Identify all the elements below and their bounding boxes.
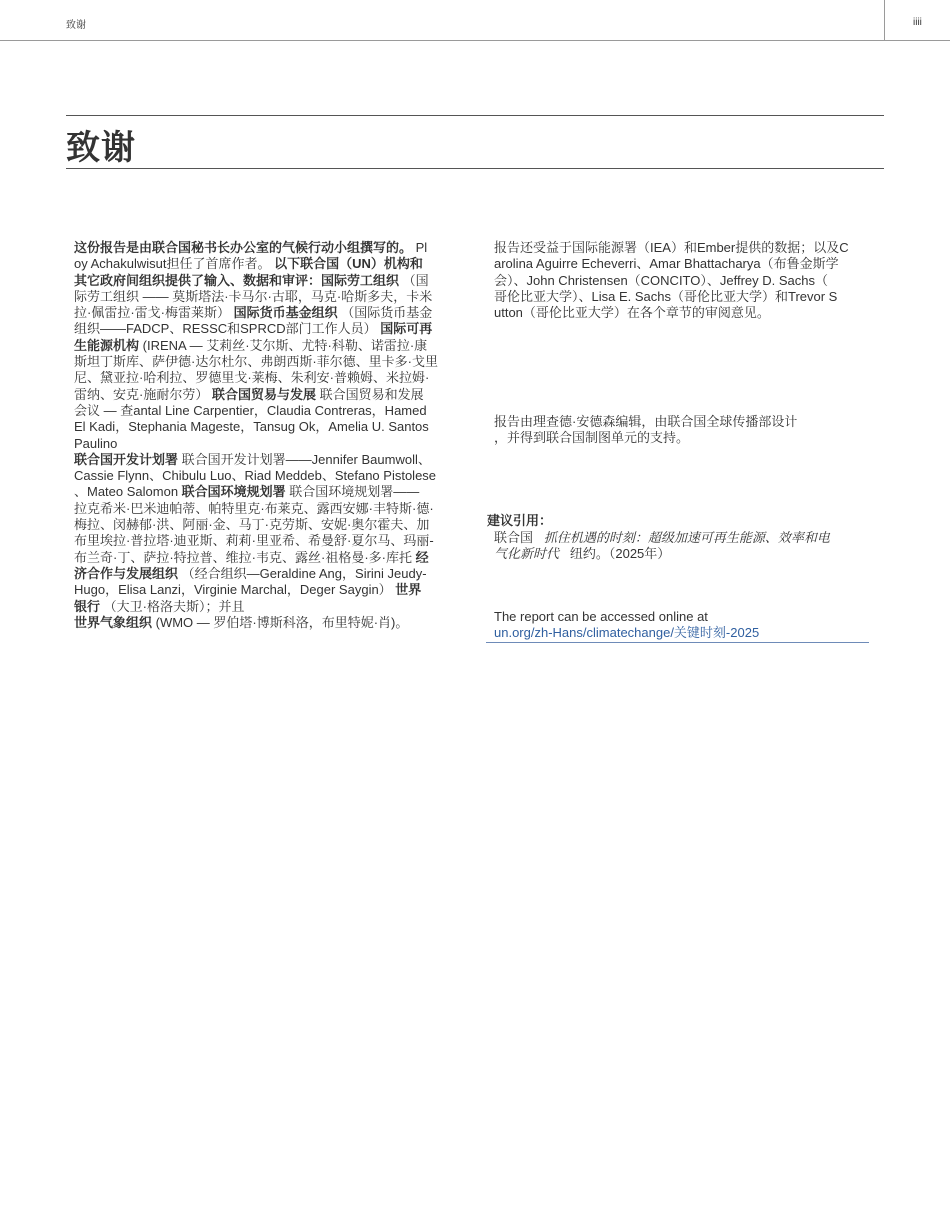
title-bottom-rule xyxy=(66,168,884,169)
text-run: oy Achakulwisut担任了首席作者。 xyxy=(74,256,275,272)
organization-name: 世界 xyxy=(395,582,422,598)
text-run: 拉·佩雷拉·雷戈·梅雷莱斯） xyxy=(74,305,234,321)
citation-heading: 建议引用： xyxy=(487,513,553,528)
text-run: 联合国贸易和发展 xyxy=(315,386,424,402)
text-run: （大卫·格洛夫斯）；并且 xyxy=(100,598,245,614)
text-line xyxy=(74,354,438,370)
citation-text xyxy=(494,530,830,563)
text-line xyxy=(74,599,438,615)
text-run: 联合国开发计划署——Jennifer Baumwoll、 xyxy=(178,451,431,467)
text-line xyxy=(74,289,438,305)
text-run: 会议 — 查antal Line Carpentier，Claudia Contreras，Hamed xyxy=(74,402,427,418)
organization-name: 国际货币基金组织 xyxy=(233,305,338,321)
organization-name: 银行 xyxy=(74,598,101,614)
text-line: ，并得到联合国制图单元的支持。 xyxy=(494,430,690,446)
text-run: 组织——FADCP、RESSC和SPRCD部门工作人员） xyxy=(74,321,381,337)
organization-name: 世界气象组织 xyxy=(74,614,153,630)
running-header-section: 致谢 xyxy=(66,20,86,31)
text-run: Pl xyxy=(412,240,428,255)
citation-title-cont: 气化新时代 xyxy=(494,546,560,562)
text-line xyxy=(74,566,438,582)
text-line xyxy=(74,240,438,256)
text-line xyxy=(74,387,438,403)
organization-name: 济合作与发展组织 xyxy=(74,565,179,581)
text-run: 斯坦丁斯库、萨伊德·达尔杜尔、弗朗西斯·菲尔德、里卡多·戈里 xyxy=(74,354,438,370)
text-run: (WMO — 罗伯塔·博斯科洛，布里特妮·肖)。 xyxy=(152,614,409,630)
online-text: The report can be accessed online at xyxy=(494,609,708,624)
header-divider xyxy=(0,40,950,41)
text-line xyxy=(74,321,438,337)
text-line: 哥伦比亚大学）、Lisa E. Sachs（哥伦比亚大学）和Trevor S xyxy=(494,288,838,304)
text-line xyxy=(74,256,438,272)
report-link[interactable]: un.org/zh-Hans/climatechange/关键时刻-2025 xyxy=(494,625,760,641)
text-line: utton（哥伦比亚大学）在各个章节的审阅意见。 xyxy=(494,305,770,321)
header-vertical-divider xyxy=(884,0,885,41)
text-run: 拉克希米·巴米迪帕蒂、帕特里克·布莱克、露西安娜·丰特斯·德· xyxy=(74,500,434,516)
text-run: （经合组织—Geraldine Ang，Sirini Jeudy- xyxy=(178,565,427,581)
organization-name: 国际可再 xyxy=(380,321,433,337)
text-line xyxy=(74,436,438,452)
text-run: Cassie Flynn、Chibulu Luo、Riad Meddeb、Stefano Pistolese xyxy=(74,468,437,484)
text-line xyxy=(74,517,438,533)
text-run: （国 xyxy=(399,272,429,288)
text-line: arolina Aguirre Echeverri、Amar Bhattacharya（布鲁金斯学 xyxy=(494,256,839,272)
organization-name: 以下联合国（UN）机构和 xyxy=(274,256,423,272)
title-top-rule xyxy=(66,115,884,116)
text-line xyxy=(74,452,438,468)
organization-name: 生能源机构 xyxy=(74,337,140,353)
text-line xyxy=(74,419,438,435)
organization-name: 联合国开发计划署 xyxy=(74,451,179,467)
text-run: 际劳工组织 —— 莫斯塔法·卡马尔·古耶，马克·哈斯多夫，卡米 xyxy=(74,288,433,304)
text-run: 、Mateo Salomon xyxy=(74,484,182,500)
page-title: 致谢 xyxy=(66,129,136,167)
text-line xyxy=(74,305,438,321)
text-line: 报告由理查德·安德森编辑，由联合国全球传播部设计 xyxy=(494,414,798,429)
text-run: 布里埃拉·普拉塔·迪亚斯、莉莉·里亚希、希曼舒·夏尔马、玛丽- xyxy=(74,533,434,549)
organization-name: 联合国环境规划署 xyxy=(181,484,286,500)
text-line xyxy=(74,550,438,566)
text-line: 会）、John Christensen（CONCITO）、Jeffrey D. Sachs（ xyxy=(494,272,829,288)
text-line xyxy=(74,484,438,500)
text-line xyxy=(74,582,438,598)
organization-name: 经 xyxy=(415,549,429,565)
text-run: Hugo，Elisa Lanzi，Virginie Marchal，Deger Saygin） xyxy=(74,582,396,598)
text-line xyxy=(74,468,438,484)
online-access xyxy=(494,609,759,642)
organization-name: 联合国贸易与发展 xyxy=(211,386,316,402)
contributors-paragraph xyxy=(74,240,438,631)
link-underline xyxy=(486,642,869,643)
text-run: （国际货币基金 xyxy=(337,305,433,321)
text-line: 报告还受益于国际能源署（IEA）和Ember提供的数据；以及C xyxy=(494,240,849,255)
text-run: 梅拉、闵赫郁·洪、阿丽·金、马丁·克劳斯、安妮·奥尔霍夫、加 xyxy=(74,517,430,533)
citation-place-year: 纽约。（2025年） xyxy=(569,546,671,562)
text-line xyxy=(74,370,438,386)
data-acknowledgement-paragraph xyxy=(494,240,849,321)
organization-name: 这份报告是由联合国秘书长办公室的气候行动小组撰写的。 xyxy=(74,240,413,255)
text-run: 尼、黛亚拉·哈利拉、罗德里戈·莱梅、朱利安·普赖姆、米拉姆· xyxy=(74,370,430,386)
text-line xyxy=(74,403,438,419)
organization-name: 其它政府间组织提供了输入、数据和审评：国际劳工组织 xyxy=(74,272,400,288)
text-line xyxy=(74,338,438,354)
text-line xyxy=(74,533,438,549)
text-run: El Kadi，Stephania Mageste，Tansug Ok，Amelia U. Santos xyxy=(74,419,429,435)
text-line xyxy=(74,615,438,631)
page-number: iiii xyxy=(913,17,922,28)
text-run: 布兰奇·丁、萨拉·特拉普、维拉·韦克、露丝·祖格曼·多·库托 xyxy=(74,549,416,565)
citation-author: 联合国 xyxy=(494,530,534,545)
text-line xyxy=(74,501,438,517)
text-run: (IRENA — 艾莉丝·艾尔斯、尤特·科勒、诺雷拉·康 xyxy=(139,337,428,353)
citation-title: 抓住机遇的时刻：超级加速可再生能源、效率和电 xyxy=(543,530,830,545)
text-run: 联合国环境规划署—— xyxy=(285,484,420,500)
text-run: 雷纳、安克·施耐尔劳） xyxy=(74,386,212,402)
editor-paragraph xyxy=(494,414,797,447)
text-run: Paulino xyxy=(74,435,118,451)
text-line xyxy=(74,273,438,289)
